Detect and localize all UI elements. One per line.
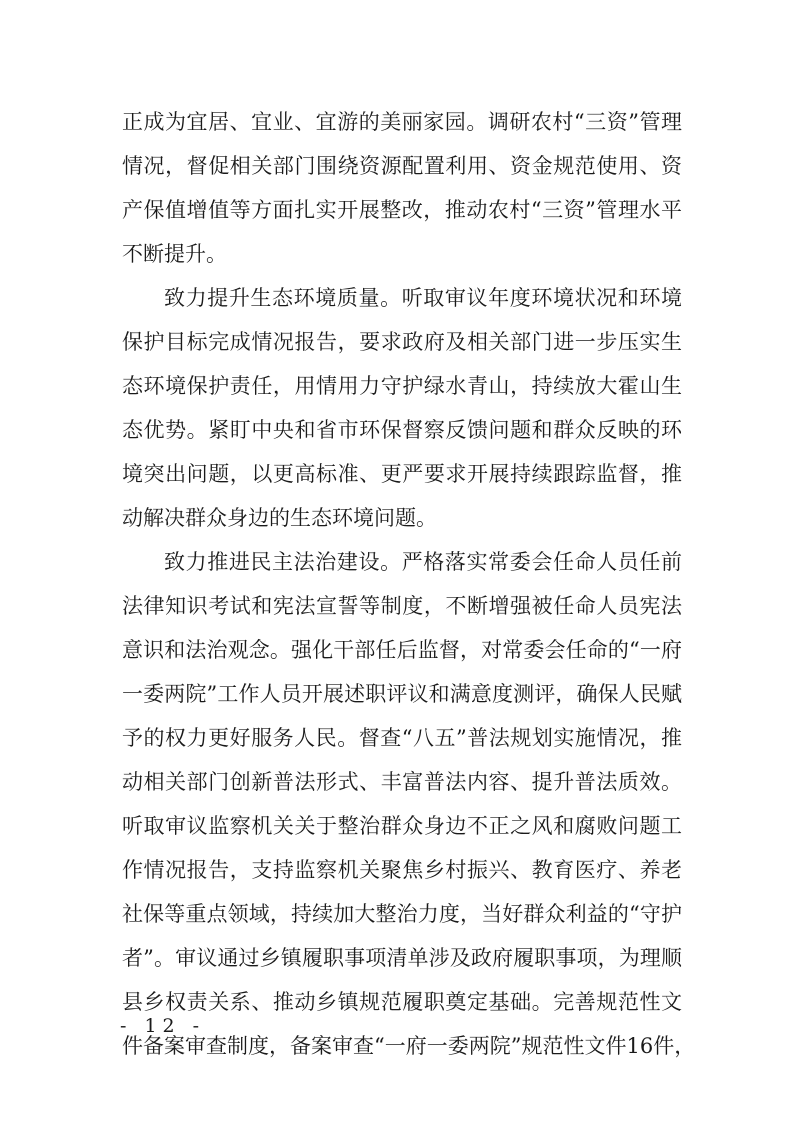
- paragraph-1-line-3: 产保值增值等方面扎实开展整改，推动农村“三资”管理水平: [122, 198, 682, 222]
- page-number: - 12 -: [120, 1015, 206, 1037]
- paragraph-3-line-12: 件备案审查制度，备案审查“一府一委两院”规范性文件16件，: [122, 1034, 696, 1058]
- paragraph-3-line-1: 致力推进民主法治建设。严格落实常委会任命人员任前: [164, 550, 682, 574]
- paragraph-3-line-7: 听取审议监察机关关于整治群众身边不正之风和腐败问题工: [122, 814, 682, 838]
- paragraph-2-line-3: 态环境保护责任，用情用力守护绿水青山，持续放大霍山生: [122, 374, 682, 398]
- paragraph-3-line-10: 者”。审议通过乡镇履职事项清单涉及政府履职事项，为理顺: [122, 946, 682, 970]
- paragraph-3-line-3: 意识和法治观念。强化干部任后监督，对常委会任命的“一府: [122, 638, 682, 662]
- paragraph-2-line-4: 态优势。紧盯中央和省市环保督察反馈问题和群众反映的环: [122, 418, 682, 442]
- paragraph-3-line-11: 县乡权责关系、推动乡镇规范履职奠定基础。完善规范性文: [122, 990, 682, 1014]
- paragraph-2-line-5: 境突出问题，以更高标准、更严要求开展持续跟踪监督，推: [122, 462, 682, 486]
- paragraph-3-line-6: 动相关部门创新普法形式、丰富普法内容、提升普法质效。: [122, 770, 682, 794]
- paragraph-3-line-5: 予的权力更好服务人民。督查“八五”普法规划实施情况，推: [122, 726, 682, 750]
- paragraph-1-line-4: 不断提升。: [122, 242, 227, 266]
- paragraph-3-line-2: 法律知识考试和宪法宣誓等制度，不断增强被任命人员宪法: [122, 594, 682, 618]
- paragraph-1-line-1: 正成为宜居、宜业、宜游的美丽家园。调研农村“三资”管理: [122, 110, 682, 134]
- paragraph-2-line-2: 保护目标完成情况报告，要求政府及相关部门进一步压实生: [122, 330, 682, 354]
- paragraph-3-line-8: 作情况报告，支持监察机关聚焦乡村振兴、教育医疗、养老: [122, 858, 682, 882]
- paragraph-3-line-4: 一委两院”工作人员开展述职评议和满意度测评，确保人民赋: [122, 682, 682, 706]
- paragraph-2-line-1: 致力提升生态环境质量。听取审议年度环境状况和环境: [164, 286, 682, 310]
- paragraph-1-line-2: 情况，督促相关部门围绕资源配置利用、资金规范使用、资: [122, 154, 682, 178]
- paragraph-3-line-9: 社保等重点领域，持续加大整治力度，当好群众利益的“守护: [122, 902, 682, 926]
- paragraph-2-line-6: 动解决群众身边的生态环境问题。: [122, 506, 437, 530]
